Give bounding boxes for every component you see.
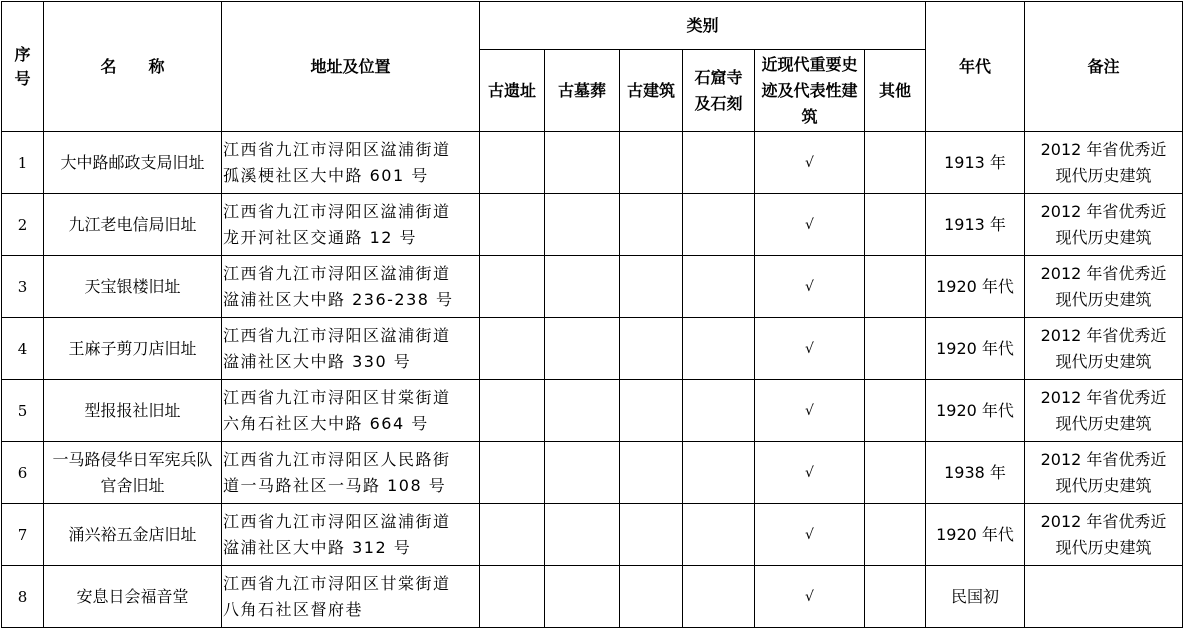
row-ancient-tomb (545, 318, 620, 380)
row-address-line1: 江西省九江市浔阳区甘棠街道 (223, 387, 451, 407)
row-ancient-tomb (545, 256, 620, 318)
header-ancient-building: 古建筑 (620, 50, 683, 132)
row-ancient-site (480, 318, 545, 380)
row-name-text: 天宝银楼旧址 (84, 276, 181, 296)
row-name-text: 大中路邮政支局旧址 (60, 152, 205, 172)
row-other (865, 380, 926, 442)
row-name-text: 型报报社旧址 (84, 400, 181, 420)
header-address: 地址及位置 (222, 2, 480, 132)
row-remark (1025, 442, 1183, 504)
row-modern: √ (755, 566, 865, 628)
row-seq: 3 (2, 256, 44, 318)
header-remark: 备注 (1025, 2, 1183, 132)
row-ancient-building (620, 380, 683, 442)
header-era: 年代 (926, 2, 1025, 132)
row-address (222, 132, 480, 194)
row-other (865, 318, 926, 380)
row-grotto (683, 566, 755, 628)
row-address (222, 380, 480, 442)
row-grotto (683, 132, 755, 194)
table-row (2, 380, 1183, 442)
row-address-line2: 湓浦社区大中路 236-238 号 (223, 289, 454, 309)
row-address-line1: 江西省九江市浔阳区湓浦街道 (223, 139, 451, 159)
row-other (865, 566, 926, 628)
table-row (2, 442, 1183, 504)
row-modern: √ (755, 504, 865, 566)
row-ancient-tomb (545, 566, 620, 628)
row-grotto (683, 442, 755, 504)
row-address-line1: 江西省九江市浔阳区湓浦街道 (223, 201, 451, 221)
row-era: 1920 年代 (926, 256, 1025, 318)
row-ancient-building (620, 566, 683, 628)
row-era: 1938 年 (926, 442, 1025, 504)
row-ancient-building (620, 504, 683, 566)
row-name (44, 566, 222, 628)
row-address-line2: 湓浦社区大中路 330 号 (223, 351, 412, 371)
row-remark-text: 2012 年省优秀近现代历史建筑 (1040, 201, 1167, 247)
row-ancient-site (480, 442, 545, 504)
row-seq: 4 (2, 318, 44, 380)
row-seq: 2 (2, 194, 44, 256)
row-address-line2: 龙开河社区交通路 12 号 (223, 227, 418, 247)
row-remark-text: 2012 年省优秀近现代历史建筑 (1040, 139, 1167, 185)
row-seq: 8 (2, 566, 44, 628)
row-address-line2: 道一马路社区一马路 108 号 (223, 475, 447, 495)
row-ancient-tomb (545, 194, 620, 256)
row-name-text: 王麻子剪刀店旧址 (68, 338, 197, 358)
row-modern: √ (755, 380, 865, 442)
row-ancient-site (480, 256, 545, 318)
row-seq: 7 (2, 504, 44, 566)
row-remark (1025, 566, 1183, 628)
row-address (222, 566, 480, 628)
table-row (2, 566, 1183, 628)
row-name-text: 涌兴裕五金店旧址 (68, 524, 197, 544)
row-seq: 1 (2, 132, 44, 194)
header-modern (755, 50, 865, 132)
row-name-text: 一马路侵华日军宪兵队官舍旧址 (52, 449, 213, 495)
row-grotto (683, 256, 755, 318)
header-grotto-text: 石窟寺及石刻 (694, 67, 743, 113)
heritage-table (1, 1, 1183, 628)
table-row (2, 194, 1183, 256)
row-other (865, 132, 926, 194)
row-era: 1920 年代 (926, 318, 1025, 380)
row-ancient-building (620, 256, 683, 318)
row-address-line2: 八角石社区督府巷 (223, 599, 364, 619)
row-address (222, 442, 480, 504)
row-ancient-site (480, 194, 545, 256)
row-address-line1: 江西省九江市浔阳区人民路街 (223, 449, 451, 469)
header-category: 类别 (480, 2, 926, 50)
row-modern: √ (755, 442, 865, 504)
row-grotto (683, 380, 755, 442)
table-row (2, 318, 1183, 380)
row-address (222, 256, 480, 318)
row-other (865, 256, 926, 318)
row-remark (1025, 380, 1183, 442)
row-address-line2: 湓浦社区大中路 312 号 (223, 537, 412, 557)
table-row (2, 256, 1183, 318)
row-address-line2: 六角石社区大中路 664 号 (223, 413, 429, 433)
row-ancient-tomb (545, 504, 620, 566)
row-ancient-site (480, 380, 545, 442)
row-remark (1025, 318, 1183, 380)
row-ancient-building (620, 194, 683, 256)
row-modern: √ (755, 318, 865, 380)
row-remark-text: 2012 年省优秀近现代历史建筑 (1040, 325, 1167, 371)
row-ancient-site (480, 132, 545, 194)
row-name (44, 380, 222, 442)
table-row (2, 132, 1183, 194)
row-address (222, 318, 480, 380)
row-name (44, 504, 222, 566)
header-modern-text: 近现代重要史迹及代表性建筑 (761, 54, 858, 126)
row-address (222, 504, 480, 566)
row-grotto (683, 504, 755, 566)
row-name (44, 256, 222, 318)
row-remark (1025, 504, 1183, 566)
row-grotto (683, 194, 755, 256)
row-ancient-building (620, 318, 683, 380)
row-grotto (683, 318, 755, 380)
row-name (44, 318, 222, 380)
table-body (2, 132, 1183, 628)
row-other (865, 442, 926, 504)
header-ancient-tomb: 古墓葬 (545, 50, 620, 132)
row-remark-text: 2012 年省优秀近现代历史建筑 (1040, 511, 1167, 557)
header-seq-text: 序号 (14, 44, 31, 88)
header-name: 名 称 (44, 2, 222, 132)
row-remark (1025, 194, 1183, 256)
row-era: 1920 年代 (926, 504, 1025, 566)
row-era: 1913 年 (926, 132, 1025, 194)
row-other (865, 194, 926, 256)
row-name (44, 132, 222, 194)
row-remark (1025, 256, 1183, 318)
row-ancient-building (620, 442, 683, 504)
row-address-line2: 孤溪梗社区大中路 601 号 (223, 165, 429, 185)
row-ancient-site (480, 566, 545, 628)
header-seq (2, 2, 44, 132)
row-era: 民国初 (926, 566, 1025, 628)
row-modern: √ (755, 194, 865, 256)
row-era: 1913 年 (926, 194, 1025, 256)
row-address-line1: 江西省九江市浔阳区甘棠街道 (223, 573, 451, 593)
row-other (865, 504, 926, 566)
row-name-text: 安息日会福音堂 (76, 586, 189, 606)
header-other: 其他 (865, 50, 926, 132)
row-remark-text: 2012 年省优秀近现代历史建筑 (1040, 449, 1167, 495)
row-ancient-site (480, 504, 545, 566)
row-remark (1025, 132, 1183, 194)
row-name (44, 194, 222, 256)
row-seq: 5 (2, 380, 44, 442)
table-row (2, 504, 1183, 566)
row-address (222, 194, 480, 256)
header-ancient-site: 古遗址 (480, 50, 545, 132)
row-name-text: 九江老电信局旧址 (68, 214, 197, 234)
row-address-line1: 江西省九江市浔阳区湓浦街道 (223, 263, 451, 283)
row-ancient-tomb (545, 132, 620, 194)
row-ancient-tomb (545, 442, 620, 504)
row-era: 1920 年代 (926, 380, 1025, 442)
row-ancient-building (620, 132, 683, 194)
row-modern: √ (755, 256, 865, 318)
row-name (44, 442, 222, 504)
row-seq: 6 (2, 442, 44, 504)
row-ancient-tomb (545, 380, 620, 442)
row-address-line1: 江西省九江市浔阳区湓浦街道 (223, 325, 451, 345)
row-remark-text: 2012 年省优秀近现代历史建筑 (1040, 387, 1167, 433)
row-address-line1: 江西省九江市浔阳区湓浦街道 (223, 511, 451, 531)
row-remark-text: 2012 年省优秀近现代历史建筑 (1040, 263, 1167, 309)
row-modern: √ (755, 132, 865, 194)
header-grotto (683, 50, 755, 132)
